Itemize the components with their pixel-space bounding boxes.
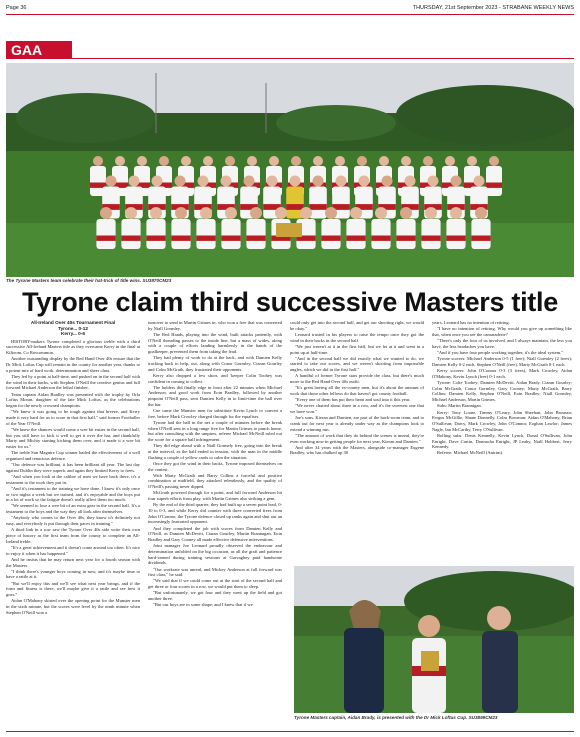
trophy-photo-image — [294, 566, 574, 713]
jersey-band — [171, 236, 190, 241]
article-column-2 — [148, 320, 282, 608]
player-head — [290, 176, 301, 187]
jersey-band — [486, 183, 502, 188]
article-paragraph: Joe's sons, Kieran and Damien, are part of the back-room team, and to crank out for next year is already under way as the champions look to extend a winning run. — [290, 415, 424, 432]
article-paragraph: "But unfortunately, we got four and they went up the field and got another three. — [148, 590, 282, 602]
jersey-band — [371, 236, 390, 241]
article-paragraph: They had plenty of work to do at the back, and with Damien Kelly tracking back to help, out, along with Conor Gormley, Ciaran Gourley and Colm McGrath, they frustrated their opponents. — [148, 355, 282, 372]
article-paragraph: McGrath powered through for a point, and full forward Anderson hit four superb efforts from play, with Martin Grimes also striking a gem. — [148, 490, 282, 502]
footer-rule — [6, 731, 574, 732]
trophy-photo-caption: Tyrone Masters captain, Aidan Brady, is presented with the Dr Mick Loftus Cup. SU3899CM23 — [294, 715, 498, 720]
article-column-1 — [6, 320, 140, 616]
article-paragraph: Referee: Michael McNeill (Antrim). — [437, 450, 504, 456]
article-paragraph: HISTORY-makers Tyrone completed a glorious treble with a third successive All-Ireland Masters title as they overcame Kerry in the final at Kiltoom, Co Roscommon. — [6, 338, 140, 356]
article-paragraph: Tyrone scorers: Michael Anderson 0-5 (1 free); Niall Gormley (2 frees); Damien Kelly 0-2 each, Stephen O'Neill (free), Marty McGrath 0-1 each. — [432, 356, 572, 367]
jersey-band — [246, 236, 265, 241]
article-paragraph: "And if you have four people working together, it's the ideal system." — [437, 350, 564, 356]
player-jersey — [121, 219, 140, 249]
article-column-4 — [432, 320, 572, 457]
article-paragraph: A handful of former Tyrone stars provide the class, but there's much more to the Red Hand Over 40s outfit. — [290, 373, 424, 385]
article-paragraph: "I think there's younger boys coming in now, and it's maybe time to have a rattle at it. — [6, 568, 140, 580]
team-photo-image — [6, 63, 574, 277]
player-head — [150, 207, 162, 219]
player-head — [221, 176, 232, 187]
player-head — [445, 156, 455, 166]
article-paragraph: "It's great having all the ex-county men, but it's about the amount of work that those other fellows do that haven't got county football. — [290, 385, 424, 396]
article-paragraph: Aidan O'Mahony skirted over the opening point for the Munster men in the sixth minute, but the scores were level by the ninth minute when Stephen O'Neill won a — [6, 598, 140, 615]
article-paragraph: years, Leonard has no intention of retiring. — [432, 320, 510, 325]
jersey-band — [471, 236, 490, 241]
article-paragraph: Cue came the Munster men for substitute Kevin Lynch to convert a free, before Mark Crowley charged through for the equaliser. — [148, 408, 282, 419]
article-paragraph: "Every one of them has put their heart and soul into it this year. — [295, 397, 411, 403]
player-head — [159, 156, 169, 166]
player-head — [250, 207, 262, 219]
article-paragraph: With Marty McGrath and Barry Collins a forceful and positive combination at midfield, they attacked relentlessly, and the quality of O'Neill's passing never dipped. — [148, 472, 282, 490]
article-paragraph: And he insists that he may return next year for a fourth season with the Masters. — [6, 556, 140, 568]
headline: Tyrone claim third successive Masters title — [22, 287, 558, 317]
player-jersey — [221, 219, 240, 249]
player-head — [137, 156, 147, 166]
article-paragraph: Subs: Martin Brannigan. — [437, 403, 482, 409]
jersey-band — [196, 236, 215, 241]
article-paragraph: "Our defence was brilliant, it has been brilliant all year. The last day against Dublin they were superb, and again they limited Kerry to frees. — [6, 462, 140, 473]
header-rule — [6, 14, 574, 15]
player-head — [335, 156, 345, 166]
player-head — [379, 156, 389, 166]
jersey-band — [309, 204, 327, 210]
article-paragraph: "And in the second half we did exactly what we wanted to do, we started to take our scores, and we weren't shooting from impossible angles, which we did in the first half." — [290, 355, 424, 373]
article-paragraph: "We knew the chances would come a wee bit easier in the second half, but you still have to kick it well to get it over the bar, and thankfully Marty and Michty starting kicking them over, and it made it a wee bit easier for us." — [6, 426, 140, 449]
article-paragraph: Rolling subs: Denis Kennelly, Kevin Lynch, Donal O'Sullivan, John Enright, Dave Curtin, Donnacha Enright, JP Leahy, Niall Hobbert, Jerry Kennedy. — [432, 432, 572, 450]
article-paragraph: "Anybody who comes to the Over 40s, they know it's definitely not easy, and everybody is put through their paces in training." — [6, 515, 140, 527]
player-head — [203, 156, 213, 166]
trophy-photo — [294, 566, 574, 713]
article-paragraph: "We seemed to lose a wee bit of an extra gear in the second half. It's a testament to the boys and the way they all look after themselves. — [6, 503, 140, 515]
player-head — [225, 156, 235, 166]
team-photo — [6, 63, 574, 277]
player-head — [375, 207, 387, 219]
article-paragraph: "Our workrate was unreal, and Mickey Anderson at full forward was first class," he said. — [148, 566, 282, 578]
player-head — [325, 207, 337, 219]
article-paragraph: And they completed the job with scores from Damien Kelly and O'Neill, as Damien McDevitt, Ciaran Gourley, Martin Brannagan, Eoin Bradley and Gary Cooney all made effective defensive interventions. — [148, 525, 282, 543]
article-paragraph: By the end of the third quarter, they had built up a seven point lead, 0-10 to 0-3, and while Kerry did counter with three converted frees from John O'Connor, the Tyrone defence closed up ranks again and shut out an increasingly frustrated opponent. — [148, 502, 282, 525]
player-head — [267, 176, 278, 187]
player-head — [125, 207, 137, 219]
player-head — [428, 176, 439, 187]
player-head — [401, 156, 411, 166]
player-head — [93, 156, 103, 166]
jersey-band — [346, 236, 365, 241]
player-jersey — [486, 166, 502, 196]
article-paragraph: "And it's testament to the training we have done. I know it's only once or two nights a week but we trained, and it's enjoyable and the boys put in a lot of work so the fatigue doesn't really affect them too much. — [6, 485, 140, 503]
player-head — [423, 156, 433, 166]
player-head — [313, 176, 324, 187]
article-paragraph: Another outstanding display by the Red Hand Over 40s ensure that the Dr Mick Loftus Cup will remain in the county for another year, thanks to a potent mix of hard work, determination and sheer class. — [6, 356, 140, 373]
player-head — [475, 207, 487, 219]
player-head — [152, 176, 163, 187]
article-paragraph: They did edge ahead with a Niall Gormely free, going into the break at the interval, as the half ended in tension, with the man in the middle flashing a couple of yellow cards to calm the situation. — [148, 443, 282, 460]
player-jersey — [96, 219, 115, 249]
jersey-band — [286, 204, 304, 210]
section-label: GAA — [6, 41, 72, 59]
player-head — [106, 176, 117, 187]
player-head — [225, 207, 237, 219]
article-paragraph: "The amount of work that they do behind the scenes is unreal, they're even working now in getting people for next year, Kieran and Damien." — [290, 432, 424, 444]
player-jersey — [471, 219, 490, 249]
article-paragraph: "We said that if we could come out at the start of the second half and get three or four scores in a row, we would put them to sleep. — [148, 578, 282, 590]
article-paragraph: And after 34 years with the Masters, alongside co-manager Eugene Bradley, who has chalked up 30 — [290, 444, 424, 456]
player-head — [425, 207, 437, 219]
page-number: Page 36 — [6, 5, 27, 11]
section-rule — [72, 58, 574, 59]
article-paragraph: Once they got the wind in their backs, Tyrone imposed themselves on the contest. — [148, 460, 282, 472]
player-head — [467, 156, 477, 166]
player-jersey — [246, 219, 265, 249]
article-paragraph: could only get into the second half, and get our shooting right, we would be okay." — [290, 320, 424, 331]
article-paragraph: "We just weren't at it in the first half, but we let at it and went in a point up at half-time. — [290, 343, 424, 355]
player-head — [129, 176, 140, 187]
player-jersey — [396, 219, 415, 249]
article-paragraph: Team captain Aidan Bradley was presented with the trophy by Orla Loftus Moran, daughter of the late Mick Loftus, as the celebrations began for the newly crowned champions. — [6, 391, 140, 409]
jersey-band — [146, 236, 165, 241]
player-head — [313, 156, 323, 166]
player-head — [405, 176, 416, 187]
player-head — [336, 176, 347, 187]
player-head — [198, 176, 209, 187]
player-head — [244, 176, 255, 187]
article-paragraph: "But we'll enjoy this and we'll see what next year brings, and if the form and fitness is there, we'll maybe give it a rattle and see how it goes." — [6, 580, 140, 598]
article-paragraph: Leonard trusted in his players to raise the tempo once they got the wind in their backs in the second half. — [290, 331, 424, 343]
jersey-band — [221, 236, 240, 241]
article-paragraph: "We knew it was going to be tough against that breeze, and Kerry made it very hard for us to score in that first half," said former Footballer of the Year O'Neill. — [6, 409, 140, 426]
issue-line: THURSDAY, 21st September 2023 - STRABANE WEEKLY NEWS — [412, 5, 574, 11]
player-jersey — [196, 219, 215, 249]
article-paragraph: Kerry scorers: John O'Connor 0-3 (3 frees), Mark Crowley, Aidan O'Mahony, Kevin Lynch (free) 0-1 each. — [432, 368, 572, 379]
column-1-paragraphs — [6, 339, 140, 616]
jersey-band — [396, 236, 415, 241]
player-head — [200, 207, 212, 219]
article-paragraph: They led by a point at half-time, and pushed on in the second half with the wind in their backs, with Stephen O'Neill the creative genius and full forward Michael Anderson the lethal finisher. — [6, 374, 140, 391]
article-paragraph: The Red Hands, playing into the wind, built attacks patiently, with O'Neill threading passes to the inside line, but a mass of wides, along with a couple of efforts landing harmlessly in the hands of the goalkeeper, prevented them from taking the lead. — [148, 331, 282, 355]
photo-caption: The Tyrone Masters team celebrate their hat-trick of title wins. SU3870CM23 — [6, 278, 172, 283]
player-head — [474, 176, 485, 187]
player-head — [175, 207, 187, 219]
player-head — [247, 156, 257, 166]
player-head — [181, 156, 191, 166]
result-kerry: Kerry... 0-6 — [61, 331, 85, 337]
player-head — [100, 207, 112, 219]
article-paragraph: The treble San Maguire Cup winner hailed the effectiveness of a well organised and tenacious defence. — [6, 450, 140, 461]
article-paragraph: "But our boys are in some shape, and I knew that if we — [153, 602, 253, 608]
article-paragraph: "I have no intention of retiring. Why would you give up something like that, when once you see the camaraderie? — [432, 326, 572, 337]
article-paragraph: "There's only the four of us involved, and I always maintain, the less you have, the less headaches you have. — [432, 338, 572, 349]
player-head — [400, 207, 412, 219]
article-paragraph: A third link in a row saw the Tyrone Over 40s side write their own piece of history as the first team from the county to complete an All-Ireland treble. — [6, 527, 140, 544]
result-tyrone: Tyrone... 0-12 — [58, 325, 88, 331]
player-head — [357, 156, 367, 166]
player-head — [269, 156, 279, 166]
article-paragraph: turnover to send in Martin Grimes in, who won a free that was converted by Niall Gormley. — [148, 320, 282, 331]
article-paragraph: Kerry: Tony Loone, Timmy O'Leary, John Sheehan, John Brosnan; Fergus McGillie, Shane Donnelly, Colm Bowman; Aidan O'Mahony, Brian O'Sullivan; Darcy, Mark Crowley, John O'Connor, Eoghan Lawlor; James Nagle, Ian McCarthy, Terry O'Sullivan. — [432, 409, 572, 432]
player-head — [450, 207, 462, 219]
player-head — [300, 207, 312, 219]
player-head — [350, 207, 362, 219]
jersey-band — [421, 236, 440, 241]
player-head — [489, 156, 499, 166]
player-head — [451, 176, 462, 187]
article-paragraph: Tyrone had the ball in the net a couple of minutes before the break when O'Neill sent in a long range free for Martin Grimes to punch home, but after consulting with the umpires, referee Michael McNeill ruled out the score for a square ball infringement. — [148, 419, 282, 443]
jersey-band — [321, 236, 340, 241]
player-jersey — [371, 219, 390, 249]
player-head — [359, 176, 370, 187]
result-competition: All-Ireland Over 40s Tournament Final — [30, 320, 116, 325]
article-paragraph: "And when you look at the calibre of men we have back there, it's a testament to the work they put in. — [6, 473, 140, 485]
player-jersey — [421, 219, 440, 249]
player-jersey — [321, 219, 340, 249]
player-head — [382, 176, 393, 187]
player-head — [291, 156, 301, 166]
article-paragraph: Tyrone: Colie Toohey; Damien McDevitt, Aidan Brady, Ciaran Gourley; Colm McGrath, Conor Gormley, Gary Cooney; Marty McGrath, Barry Collins; Damien Kelly, Stephen O'Neill, Eoin Bradley; Niall Gormley, Michael Anderson, Martin Grimes. — [432, 380, 572, 403]
jersey-band — [121, 236, 140, 241]
jersey-band — [446, 236, 465, 241]
player-head — [175, 176, 186, 187]
match-result — [6, 320, 140, 337]
article-paragraph: Joint manager Joe Leonard proudly observed the endeavour and determination unfolded on the big occasion, as all the graft and patience hard-earned during training sessions at Garvaghey paid handsome dividends. — [148, 543, 282, 566]
article-paragraph: The holders did finally edge in front after 22 minutes when Michael Anderson, and good work from Eoin Bradley, followed by another pinpoint O'Neill pass, sent Damien Kelly in to limit-time the ball over the bar. — [148, 384, 282, 407]
player-head — [275, 207, 287, 219]
jersey-band — [96, 236, 115, 241]
player-jersey — [171, 219, 190, 249]
page-header — [6, 3, 574, 13]
article-paragraph: "We never chatted about three in a row, and it's the sweetest one that we have won." — [290, 403, 424, 415]
article-paragraph: "It's a great achievement and it doesn't come around too often. It's nice to enjoy it when it has happened." — [6, 544, 140, 556]
article-column-3 — [290, 320, 424, 457]
player-jersey — [146, 219, 165, 249]
player-jersey — [446, 219, 465, 249]
player-jersey — [346, 219, 365, 249]
article-paragraph: Kerry also dropped a few short, and 'keeper Colin Toohey was confident in coming to collect. — [148, 372, 282, 384]
player-head — [115, 156, 125, 166]
